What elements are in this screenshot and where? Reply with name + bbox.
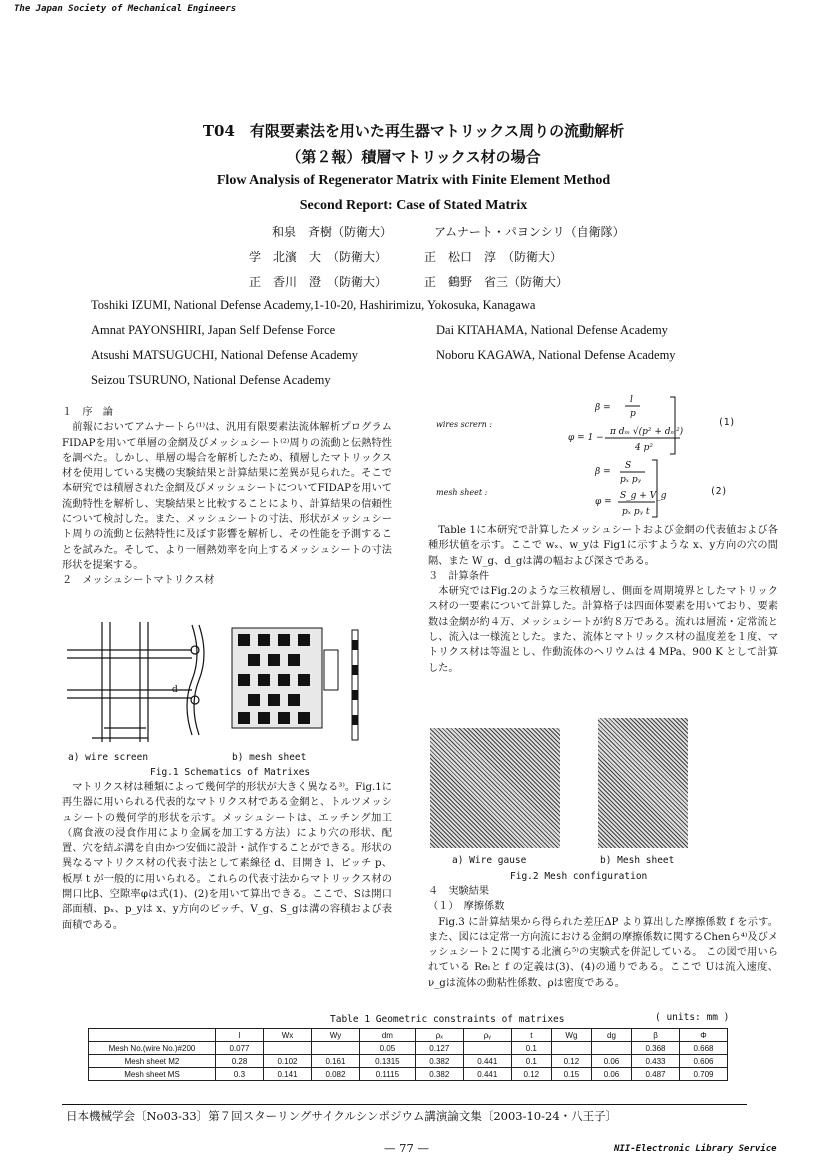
- svg-text:pₓ pᵧ: pₓ pᵧ: [620, 475, 641, 485]
- table-cell: [591, 1042, 631, 1055]
- table-header-cell: ρₓ: [415, 1029, 463, 1042]
- fig1-caption: Fig.1 Schematics of Matrixes: [150, 767, 311, 778]
- table1-title: Table 1 Geometric constraints of matrixes: [330, 1014, 565, 1025]
- section3-heading: ３ 計算条件: [428, 570, 490, 582]
- table-cell: [551, 1042, 591, 1055]
- affiliation-2: Amnat PAYONSHIRI, Japan Self Defense Force: [91, 323, 336, 337]
- svg-text:β =: β =: [595, 467, 611, 477]
- affiliation-1: Toshiki IZUMI, National Defense Academy,1-10-20, Hashirimizu, Yokosuka, Kanagawa: [91, 298, 536, 312]
- table-header-cell: dm: [359, 1029, 415, 1042]
- section2-text: マトリクス材は種類によって幾何学的形状が大きく異なる³⁾。Fig.1に再生器に用いられる代表的なマトリクス材である金網と、トルツメッシュシートの幾何学的形状を示す。メッシュシートは、エッチング加工（腐食液の浸食作用により金属を加工する方法）により穴の形状、配置、穴を結ぶ溝を自由かつ安価に設計・試作することができる。形状の異なるマトリクス材の代表寸法として素線径 d、目開き l、ピッチ p、板厚 t が一般的に用いられる。これらの代表寸法からマトリックス材の開口比β、空隙率φは式(1)、(2)を用いて算出できる。ここで、Sは開口部面積、pₓ、p_yは x、y方向のピッチ、V_g、S_gは溝の容積および表面積である。: [62, 782, 392, 931]
- table-cell: 0.382: [415, 1055, 463, 1068]
- affiliation-4: Atsushi MATSUGUCHI, National Defense Academy: [91, 348, 358, 362]
- fig2-b-label: b) Mesh sheet: [600, 855, 675, 866]
- mesh-sheet-drawing: [232, 628, 358, 740]
- author-jp-1r: アムナート・パヨンシリ（自衛隊）: [434, 225, 625, 239]
- table-header-cell: Φ: [680, 1029, 728, 1042]
- section1-heading: １ 序 論: [62, 407, 113, 418]
- table-header-cell: β: [632, 1029, 680, 1042]
- table-cell: Mesh sheet M2: [89, 1055, 216, 1068]
- table-cell: 0.487: [632, 1068, 680, 1081]
- table-cell: 0.15: [551, 1068, 591, 1081]
- svg-text:φ =: φ =: [595, 497, 612, 507]
- table-cell: 0.12: [551, 1055, 591, 1068]
- svg-text:p: p: [630, 409, 636, 419]
- table-header-cell: ρᵧ: [463, 1029, 511, 1042]
- author-jp-2r: 正 松口 淳 （防衛大）: [424, 250, 563, 264]
- table-cell: 0.127: [415, 1042, 463, 1055]
- table-row: [89, 1042, 728, 1055]
- svg-text:4 p²: 4 p²: [635, 443, 653, 453]
- table-cell: 0.441: [463, 1068, 511, 1081]
- table-row: [89, 1068, 728, 1081]
- table-cell: 0.28: [216, 1055, 264, 1068]
- section2-heading: ２ メッシュシートマトリクス材: [62, 575, 215, 587]
- table-cell: 0.161: [311, 1055, 359, 1068]
- fig1-b-label: b) mesh sheet: [232, 752, 307, 763]
- table-header-cell: Wx: [263, 1029, 311, 1042]
- table-cell: [463, 1042, 511, 1055]
- table-cell: 0.05: [359, 1042, 415, 1055]
- affiliation-5: Noboru KAGAWA, National Defense Academy: [436, 348, 676, 362]
- section4-heading: ４ 実験結果: [428, 886, 490, 897]
- wire-gauze-mesh-image: [430, 728, 560, 848]
- table-cell: 0.1: [511, 1055, 551, 1068]
- footer-rule: [62, 1104, 747, 1105]
- section4-subheading: （１） 摩擦係数: [428, 901, 505, 913]
- table-cell: 0.368: [632, 1042, 680, 1055]
- svg-text:β =: β =: [595, 403, 611, 413]
- table-cell: 0.668: [680, 1042, 728, 1055]
- page-number: — 77 —: [384, 1141, 429, 1155]
- table-cell: 0.12: [511, 1068, 551, 1081]
- title-en-line1: Flow Analysis of Regenerator Matrix with Finite Element Method: [216, 173, 611, 188]
- svg-text:S_g + V_g: S_g + V_g: [620, 491, 667, 501]
- table-header-row: [89, 1029, 728, 1042]
- table1-units: ( units: mm ): [655, 1012, 730, 1023]
- figure-1: [62, 620, 392, 755]
- svg-text:d: d: [172, 685, 178, 695]
- table-cell: 0.077: [216, 1042, 264, 1055]
- table-header-cell: dg: [591, 1029, 631, 1042]
- author-jp-1l: 和泉 斉樹（防衛大）: [272, 225, 393, 239]
- left-column-bottom: [62, 780, 392, 933]
- table-header-cell: Wg: [551, 1029, 591, 1042]
- affiliation-6: Seizou TSURUNO, National Defense Academy: [91, 373, 331, 387]
- table-cell: 0.3: [216, 1068, 264, 1081]
- table-cell: 0.141: [263, 1068, 311, 1081]
- society-header: The Japan Society of Mechanical Engineers: [14, 4, 237, 14]
- table-cell: 0.441: [463, 1055, 511, 1068]
- table-cell: Mesh sheet MS: [89, 1068, 216, 1081]
- eq1-number: (1): [718, 417, 736, 428]
- table-header-cell: l: [216, 1029, 264, 1042]
- svg-text:π dₘ √(p² + dₘ²): π dₘ √(p² + dₘ²): [610, 427, 684, 437]
- section3-text: 本研究ではFig.2のような三枚積層し、側面を周期境界としたマトリックス材の一要素について計算した。計算格子は四面体要素を用いており、要素数は金網が約４万、メッシュシートが約８万である。流れは層流・定常流とし、流入は一様流とした。また、流体とマトリックス材の温度差を１度、マトリクス材は等温とし、作動流体のヘリウムは 4 MPa、900 K として計算した。: [428, 586, 778, 674]
- table-row: [89, 1055, 728, 1068]
- nii-service: NII-Electronic Library Service: [614, 1144, 777, 1154]
- wire-profile-drawing: [187, 625, 204, 735]
- fig2-caption: Fig.2 Mesh configuration: [510, 871, 648, 882]
- table-cell: 0.102: [263, 1055, 311, 1068]
- eq-mesh-label: mesh sheet :: [436, 488, 488, 497]
- table-cell: [263, 1042, 311, 1055]
- table-cell: 0.1115: [359, 1068, 415, 1081]
- eq-wire-label: wires scrern :: [436, 420, 492, 429]
- title-jp-line1: T04 有限要素法を用いた再生器マトリックス周りの流動解析: [202, 122, 625, 140]
- geometry-table: [88, 1028, 728, 1081]
- table-cell: 0.1: [511, 1042, 551, 1055]
- table-header-cell: Wy: [311, 1029, 359, 1042]
- table-header-cell: t: [511, 1029, 551, 1042]
- fig1-a-label: a) wire screen: [68, 752, 149, 763]
- equations: [430, 392, 760, 522]
- title-en-line2: Second Report: Case of Stated Matrix: [299, 198, 528, 213]
- mesh-sheet-mesh-image: [598, 718, 688, 848]
- left-column-top: [62, 405, 392, 589]
- table-header-cell: [89, 1029, 216, 1042]
- table-cell: Mesh No.(wire No.)#200: [89, 1042, 216, 1055]
- table-cell: 0.1315: [359, 1055, 415, 1068]
- table-cell: 0.082: [311, 1068, 359, 1081]
- table1-description: Table 1に本研究で計算したメッシュシートおよび金網の代表値および各種形状値を示す。ここで wₓ、w_yは Fig1に示すような x、y方向の穴の間隔、また W_g、d_gは溝の幅および深さである。: [428, 525, 778, 567]
- author-jp-3l: 正 香川 澄 （防衛大）: [249, 275, 388, 289]
- eq2-number: (2): [710, 486, 728, 497]
- table-cell: 0.382: [415, 1068, 463, 1081]
- footer-journal: 日本機械学会〔No03-33〕第７回スターリングサイクルシンポジウム講演論文集〔2003-10-24・八王子〕: [66, 1109, 618, 1123]
- author-jp-2l: 学 北濱 大 （防衛大）: [249, 250, 388, 264]
- table-cell: 0.606: [680, 1055, 728, 1068]
- svg-text:S: S: [625, 461, 632, 471]
- fig2-a-label: a) Wire gause: [452, 855, 527, 866]
- affiliation-3: Dai KITAHAMA, National Defense Academy: [436, 323, 668, 337]
- svg-text:pₓ pᵧ t: pₓ pᵧ t: [622, 507, 650, 517]
- table-cell: 0.709: [680, 1068, 728, 1081]
- svg-text:φ = 1 −: φ = 1 −: [568, 433, 604, 443]
- title-jp-line2: （第２報）積層マトリックス材の場合: [286, 148, 541, 166]
- right-column-top: [428, 523, 778, 676]
- right-column-bottom: [428, 884, 778, 991]
- author-jp-3r: 正 鶴野 省三（防衛大）: [424, 275, 569, 289]
- table-cell: 0.433: [632, 1055, 680, 1068]
- table-cell: 0.06: [591, 1068, 631, 1081]
- section1-text: 前報においてアムナートら⁽¹⁾は、汎用有限要素法流体解析プログラムFIDAPを用いて単層の金網及びメッシュシート⁽²⁾周りの流動と伝熱特性を調べた。しかし、単層の場合を解析したため、積層したマトリックス材を使用している実機の実験結果と計算結果に差異が見られた。そこで本研究では積層された金網及びメッシュシートについてFIDAPを用いて流動特性を解析し、実験結果と比較することにより、計算結果の信頼性について検討した。また、メッシュシートの寸法、形状がメッシュシート周りの流動と伝熱特性に及ぼす影響を解析し、その性能を予測することを試みた。そして、より一層熱効率を向上するメッシュシートの寸法形状を提案する。: [62, 422, 392, 571]
- section4-text: Fig.3 に計算結果から得られた差圧ΔP より算出した摩擦係数 f を示す。また、図には定常一方向流における金網の摩擦係数に関するChenら⁴⁾及びメッシュシート２に関する北濱ら⁵⁾の実験式を併記している。 この図で用いられている Reₗと f の定義は(3)、(4)の通りである。ここで Uは流入速度、ν_gは流体の動粘性係数、ρは密度である。: [428, 916, 778, 989]
- svg-text:l: l: [630, 395, 633, 405]
- table-cell: [311, 1042, 359, 1055]
- wire-screen-drawing: [67, 622, 192, 742]
- table-cell: 0.06: [591, 1055, 631, 1068]
